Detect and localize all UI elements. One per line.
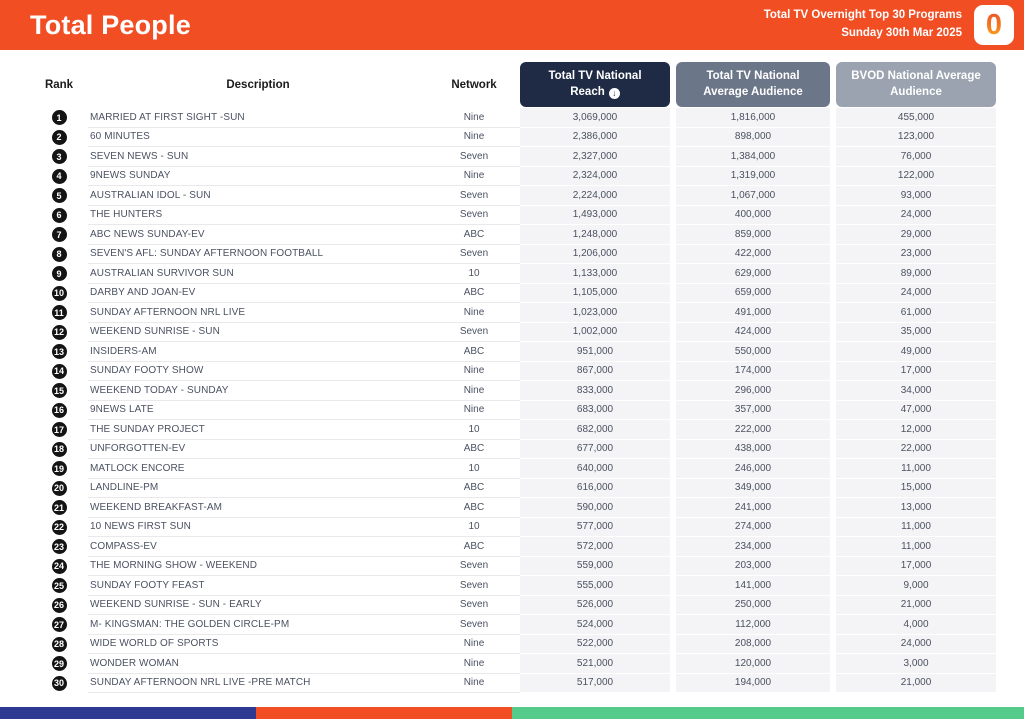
bvod-audience-cell: 12,000 — [836, 420, 996, 440]
description-cell: WEEKEND BREAKFAST-AM — [90, 501, 223, 513]
table-row — [30, 420, 998, 440]
reach-cell: 616,000 — [520, 479, 670, 499]
rank-badge: 22 — [52, 520, 67, 535]
rank-cell — [30, 596, 88, 616]
table-row — [30, 342, 998, 362]
program-cells — [88, 615, 520, 635]
bvod-audience-cell: 3,000 — [836, 654, 996, 674]
program-cells — [88, 362, 520, 382]
rank-cell — [30, 381, 88, 401]
average-audience-cell: 203,000 — [676, 557, 830, 577]
reach-cell: 640,000 — [520, 459, 670, 479]
average-audience-cell: 112,000 — [676, 615, 830, 635]
rank-cell — [30, 401, 88, 421]
rank-badge: 17 — [52, 422, 67, 437]
rank-badge: 23 — [52, 539, 67, 554]
table-row — [30, 537, 998, 557]
footer-segment-orange — [256, 707, 512, 719]
average-audience-cell: 1,067,000 — [676, 186, 830, 206]
description-cell: WEEKEND SUNRISE - SUN - EARLY — [90, 599, 262, 611]
bvod-audience-cell: 76,000 — [836, 147, 996, 167]
rank-cell — [30, 518, 88, 538]
bvod-audience-cell: 13,000 — [836, 498, 996, 518]
network-cell: Nine — [463, 677, 485, 689]
description-cell: SUNDAY FOOTY FEAST — [90, 579, 205, 591]
rank-badge: 26 — [52, 598, 67, 613]
table-row — [30, 362, 998, 382]
bvod-audience-cell: 35,000 — [836, 323, 996, 343]
program-cells — [88, 264, 520, 284]
average-audience-cell: 400,000 — [676, 206, 830, 226]
bvod-audience-cell: 9,000 — [836, 576, 996, 596]
bvod-audience-cell: 11,000 — [836, 518, 996, 538]
network-cell: Seven — [459, 579, 489, 591]
reach-cell: 677,000 — [520, 440, 670, 460]
rank-cell — [30, 635, 88, 655]
rank-cell — [30, 264, 88, 284]
table-row — [30, 557, 998, 577]
rank-cell — [30, 128, 88, 148]
reach-cell: 524,000 — [520, 615, 670, 635]
bvod-audience-cell: 455,000 — [836, 108, 996, 128]
oztam-logo — [974, 5, 1014, 45]
reach-cell: 2,386,000 — [520, 128, 670, 148]
network-cell: ABC — [463, 287, 485, 299]
reach-cell: 3,069,000 — [520, 108, 670, 128]
description-cell: MARRIED AT FIRST SIGHT -SUN — [90, 111, 245, 123]
program-cells — [88, 498, 520, 518]
rank-cell — [30, 206, 88, 226]
bvod-audience-cell: 21,000 — [836, 674, 996, 694]
average-audience-cell: 659,000 — [676, 284, 830, 304]
average-audience-cell: 234,000 — [676, 537, 830, 557]
description-cell: AUSTRALIAN SURVIVOR SUN — [90, 267, 234, 279]
program-cells — [88, 674, 520, 694]
rank-badge: 15 — [52, 383, 67, 398]
reach-cell: 526,000 — [520, 596, 670, 616]
rank-cell — [30, 186, 88, 206]
rank-cell — [30, 440, 88, 460]
network-cell: 10 — [468, 423, 480, 435]
network-cell: Nine — [463, 170, 485, 182]
description-cell: THE SUNDAY PROJECT — [90, 423, 205, 435]
reach-cell: 1,206,000 — [520, 245, 670, 265]
rank-badge: 16 — [52, 403, 67, 418]
rank-badge: 13 — [52, 344, 67, 359]
average-audience-cell: 250,000 — [676, 596, 830, 616]
average-audience-cell: 1,384,000 — [676, 147, 830, 167]
network-cell: Seven — [459, 189, 489, 201]
rank-badge: 14 — [52, 364, 67, 379]
table-row — [30, 147, 998, 167]
program-cells — [88, 128, 520, 148]
bvod-audience-cell: 24,000 — [836, 284, 996, 304]
reach-cell: 590,000 — [520, 498, 670, 518]
network-cell: 10 — [468, 462, 480, 474]
average-audience-cell: 120,000 — [676, 654, 830, 674]
reach-cell: 559,000 — [520, 557, 670, 577]
rank-badge: 10 — [52, 286, 67, 301]
bvod-audience-cell: 4,000 — [836, 615, 996, 635]
reach-cell: 683,000 — [520, 401, 670, 421]
rank-cell — [30, 245, 88, 265]
description-cell: THE MORNING SHOW - WEEKEND — [90, 560, 258, 572]
network-cell: Seven — [459, 209, 489, 221]
program-cells — [88, 303, 520, 323]
program-cells — [88, 147, 520, 167]
average-audience-cell: 194,000 — [676, 674, 830, 694]
page-title: Total People — [30, 9, 191, 40]
table-row — [30, 264, 998, 284]
description-cell: SEVEN'S AFL: SUNDAY AFTERNOON FOOTBALL — [90, 248, 324, 260]
description-cell: 10 NEWS FIRST SUN — [90, 521, 191, 533]
reach-cell: 2,327,000 — [520, 147, 670, 167]
reach-cell: 1,105,000 — [520, 284, 670, 304]
average-audience-cell: 550,000 — [676, 342, 830, 362]
top-banner — [0, 0, 1024, 50]
rank-cell — [30, 225, 88, 245]
bvod-audience-cell: 29,000 — [836, 225, 996, 245]
rank-cell — [30, 576, 88, 596]
table-header-row — [30, 62, 998, 107]
bvod-audience-cell: 24,000 — [836, 206, 996, 226]
table-row — [30, 323, 998, 343]
description-cell: WONDER WOMAN — [90, 657, 179, 669]
program-cells — [88, 381, 520, 401]
network-cell: Seven — [459, 248, 489, 260]
table-row — [30, 303, 998, 323]
oztam-logo-icon: 0 — [985, 8, 1003, 41]
table-row — [30, 225, 998, 245]
network-cell: Seven — [459, 599, 489, 611]
rank-badge: 9 — [52, 266, 67, 281]
bvod-audience-cell: 61,000 — [836, 303, 996, 323]
report-subtitle-line2: Sunday 30th Mar 2025 — [841, 27, 962, 39]
column-header-average-audience[interactable]: Total TV National Average Audience — [676, 62, 830, 107]
average-audience-cell: 349,000 — [676, 479, 830, 499]
description-cell: SEVEN NEWS - SUN — [90, 150, 189, 162]
table-row — [30, 674, 998, 694]
table-body — [30, 108, 998, 693]
rank-cell — [30, 498, 88, 518]
reach-cell: 1,493,000 — [520, 206, 670, 226]
rank-badge: 12 — [52, 325, 67, 340]
rank-badge: 6 — [52, 208, 67, 223]
bvod-audience-cell: 122,000 — [836, 167, 996, 187]
description-cell: THE HUNTERS — [90, 209, 163, 221]
average-audience-cell: 1,319,000 — [676, 167, 830, 187]
description-cell: WIDE WORLD OF SPORTS — [90, 638, 219, 650]
reach-cell: 517,000 — [520, 674, 670, 694]
reach-cell: 951,000 — [520, 342, 670, 362]
reach-cell: 2,324,000 — [520, 167, 670, 187]
average-audience-cell: 246,000 — [676, 459, 830, 479]
rank-cell — [30, 303, 88, 323]
reach-cell: 1,002,000 — [520, 323, 670, 343]
bvod-audience-cell: 15,000 — [836, 479, 996, 499]
rank-cell — [30, 284, 88, 304]
table-row — [30, 128, 998, 148]
average-audience-cell: 1,816,000 — [676, 108, 830, 128]
program-cells — [88, 654, 520, 674]
report-subtitle — [764, 7, 962, 43]
rank-badge: 2 — [52, 130, 67, 145]
reach-cell: 833,000 — [520, 381, 670, 401]
average-audience-cell: 438,000 — [676, 440, 830, 460]
table-row — [30, 479, 998, 499]
bvod-audience-cell: 24,000 — [836, 635, 996, 655]
reach-cell: 867,000 — [520, 362, 670, 382]
rank-badge: 30 — [52, 676, 67, 691]
average-audience-cell: 241,000 — [676, 498, 830, 518]
average-audience-cell: 629,000 — [676, 264, 830, 284]
rank-cell — [30, 108, 88, 128]
network-cell: Seven — [459, 326, 489, 338]
description-cell: LANDLINE-PM — [90, 482, 159, 494]
network-cell: 10 — [468, 267, 480, 279]
program-cells — [88, 108, 520, 128]
description-cell: ABC NEWS SUNDAY-EV — [90, 228, 205, 240]
table-row — [30, 401, 998, 421]
average-audience-cell: 898,000 — [676, 128, 830, 148]
average-audience-cell: 491,000 — [676, 303, 830, 323]
network-cell: Seven — [459, 560, 489, 572]
column-header-bvod-audience[interactable]: BVOD National Average Audience — [836, 62, 996, 107]
description-cell: WEEKEND SUNRISE - SUN — [90, 326, 220, 338]
description-cell: 9NEWS LATE — [90, 404, 154, 416]
rank-badge: 29 — [52, 656, 67, 671]
program-cells — [88, 342, 520, 362]
table-row — [30, 615, 998, 635]
table-row — [30, 206, 998, 226]
average-audience-cell: 208,000 — [676, 635, 830, 655]
footer-segment-green — [512, 707, 1024, 719]
rank-badge: 8 — [52, 247, 67, 262]
bvod-audience-cell: 22,000 — [836, 440, 996, 460]
rank-cell — [30, 557, 88, 577]
table-row — [30, 440, 998, 460]
reach-cell: 1,133,000 — [520, 264, 670, 284]
table-row — [30, 381, 998, 401]
column-header-network: Network — [451, 78, 497, 91]
network-cell: Nine — [463, 638, 485, 650]
table-row — [30, 518, 998, 538]
program-cells — [88, 420, 520, 440]
description-cell: DARBY AND JOAN-EV — [90, 287, 196, 299]
program-cells — [88, 576, 520, 596]
reach-cell: 522,000 — [520, 635, 670, 655]
network-cell: ABC — [463, 501, 485, 513]
reach-cell: 682,000 — [520, 420, 670, 440]
reach-cell: 555,000 — [520, 576, 670, 596]
column-header-reach-label: Total TV National Reach — [548, 69, 642, 98]
average-audience-cell: 296,000 — [676, 381, 830, 401]
description-cell: SUNDAY AFTERNOON NRL LIVE -PRE MATCH — [90, 677, 311, 689]
rank-cell — [30, 615, 88, 635]
rank-cell — [30, 537, 88, 557]
network-cell: Nine — [463, 131, 485, 143]
network-cell: 10 — [468, 521, 480, 533]
bvod-audience-cell: 11,000 — [836, 459, 996, 479]
program-cells — [88, 245, 520, 265]
footer-color-bar — [0, 707, 1024, 719]
rank-badge: 4 — [52, 169, 67, 184]
table-row — [30, 167, 998, 187]
average-audience-cell: 174,000 — [676, 362, 830, 382]
description-cell: SUNDAY AFTERNOON NRL LIVE — [90, 306, 246, 318]
rank-cell — [30, 342, 88, 362]
description-cell: SUNDAY FOOTY SHOW — [90, 365, 204, 377]
table-row — [30, 596, 998, 616]
reach-cell: 521,000 — [520, 654, 670, 674]
column-header-rank: Rank — [44, 78, 74, 91]
network-cell: Seven — [459, 618, 489, 630]
rank-cell — [30, 167, 88, 187]
report-subtitle-line1: Total TV Overnight Top 30 Programs — [763, 9, 962, 22]
program-cells — [88, 596, 520, 616]
bvod-audience-cell: 49,000 — [836, 342, 996, 362]
bvod-audience-cell: 11,000 — [836, 537, 996, 557]
description-cell: COMPASS-EV — [90, 540, 157, 552]
rank-badge: 3 — [52, 149, 67, 164]
rank-badge: 21 — [52, 500, 67, 515]
rank-badge: 24 — [52, 559, 67, 574]
program-cells — [88, 557, 520, 577]
table-row — [30, 635, 998, 655]
reach-cell: 2,224,000 — [520, 186, 670, 206]
network-cell: Nine — [463, 111, 485, 123]
average-audience-cell: 141,000 — [676, 576, 830, 596]
network-cell: Nine — [463, 384, 485, 396]
rank-badge: 11 — [52, 305, 67, 320]
bvod-audience-cell: 93,000 — [836, 186, 996, 206]
program-cells — [88, 206, 520, 226]
network-cell: ABC — [463, 540, 485, 552]
rank-cell — [30, 420, 88, 440]
description-cell: 9NEWS SUNDAY — [90, 170, 171, 182]
table-row — [30, 284, 998, 304]
description-cell: UNFORGOTTEN-EV — [90, 443, 186, 455]
network-cell: Nine — [463, 404, 485, 416]
network-cell: ABC — [463, 228, 485, 240]
column-header-description: Description — [226, 78, 290, 91]
description-cell: MATLOCK ENCORE — [90, 462, 185, 474]
network-cell: ABC — [463, 482, 485, 494]
bvod-audience-cell: 34,000 — [836, 381, 996, 401]
top30-table — [0, 50, 1024, 693]
average-audience-cell: 424,000 — [676, 323, 830, 343]
program-cells — [88, 459, 520, 479]
program-cells — [88, 518, 520, 538]
table-row — [30, 108, 998, 128]
bvod-audience-cell: 89,000 — [836, 264, 996, 284]
table-row — [30, 459, 998, 479]
program-cells — [88, 440, 520, 460]
bvod-audience-cell: 17,000 — [836, 557, 996, 577]
description-cell: 60 MINUTES — [90, 131, 150, 143]
rank-badge: 28 — [52, 637, 67, 652]
rank-badge: 20 — [52, 481, 67, 496]
program-cells — [88, 635, 520, 655]
network-cell: ABC — [463, 345, 485, 357]
rank-cell — [30, 362, 88, 382]
average-audience-cell: 422,000 — [676, 245, 830, 265]
table-row — [30, 245, 998, 265]
reach-cell: 577,000 — [520, 518, 670, 538]
rank-badge: 5 — [52, 188, 67, 203]
bvod-audience-cell: 123,000 — [836, 128, 996, 148]
rank-badge: 1 — [52, 110, 67, 125]
table-row — [30, 576, 998, 596]
program-cells — [88, 479, 520, 499]
program-cells — [88, 167, 520, 187]
rank-badge: 19 — [52, 461, 67, 476]
program-cells — [88, 323, 520, 343]
program-cells — [88, 186, 520, 206]
table-row — [30, 654, 998, 674]
footer-segment-navy — [0, 707, 256, 719]
average-audience-cell: 274,000 — [676, 518, 830, 538]
sort-descending-icon: ↓ — [609, 88, 620, 99]
rank-badge: 7 — [52, 227, 67, 242]
rank-cell — [30, 479, 88, 499]
rank-cell — [30, 147, 88, 167]
rank-cell — [30, 654, 88, 674]
network-cell: Nine — [463, 657, 485, 669]
rank-cell — [30, 323, 88, 343]
network-cell: Nine — [463, 306, 485, 318]
rank-badge: 25 — [52, 578, 67, 593]
table-row — [30, 186, 998, 206]
network-cell: ABC — [463, 443, 485, 455]
reach-cell: 1,248,000 — [520, 225, 670, 245]
rank-cell — [30, 674, 88, 694]
rank-badge: 27 — [52, 617, 67, 632]
program-cells — [88, 537, 520, 557]
bvod-audience-cell: 23,000 — [836, 245, 996, 265]
program-cells — [88, 401, 520, 421]
bvod-audience-cell: 17,000 — [836, 362, 996, 382]
network-cell: Seven — [459, 150, 489, 162]
column-header-reach-sort-button[interactable] — [520, 62, 670, 107]
average-audience-cell: 357,000 — [676, 401, 830, 421]
rank-cell — [30, 459, 88, 479]
rank-badge: 18 — [52, 442, 67, 457]
program-cells — [88, 225, 520, 245]
description-cell: AUSTRALIAN IDOL - SUN — [90, 189, 211, 201]
table-row — [30, 498, 998, 518]
program-cells — [88, 284, 520, 304]
bvod-audience-cell: 47,000 — [836, 401, 996, 421]
average-audience-cell: 859,000 — [676, 225, 830, 245]
reach-cell: 572,000 — [520, 537, 670, 557]
network-cell: Nine — [463, 365, 485, 377]
description-cell: INSIDERS-AM — [90, 345, 157, 357]
reach-cell: 1,023,000 — [520, 303, 670, 323]
description-cell: M- KINGSMAN: THE GOLDEN CIRCLE-PM — [90, 618, 290, 630]
average-audience-cell: 222,000 — [676, 420, 830, 440]
bvod-audience-cell: 21,000 — [836, 596, 996, 616]
description-cell: WEEKEND TODAY - SUNDAY — [90, 384, 229, 396]
